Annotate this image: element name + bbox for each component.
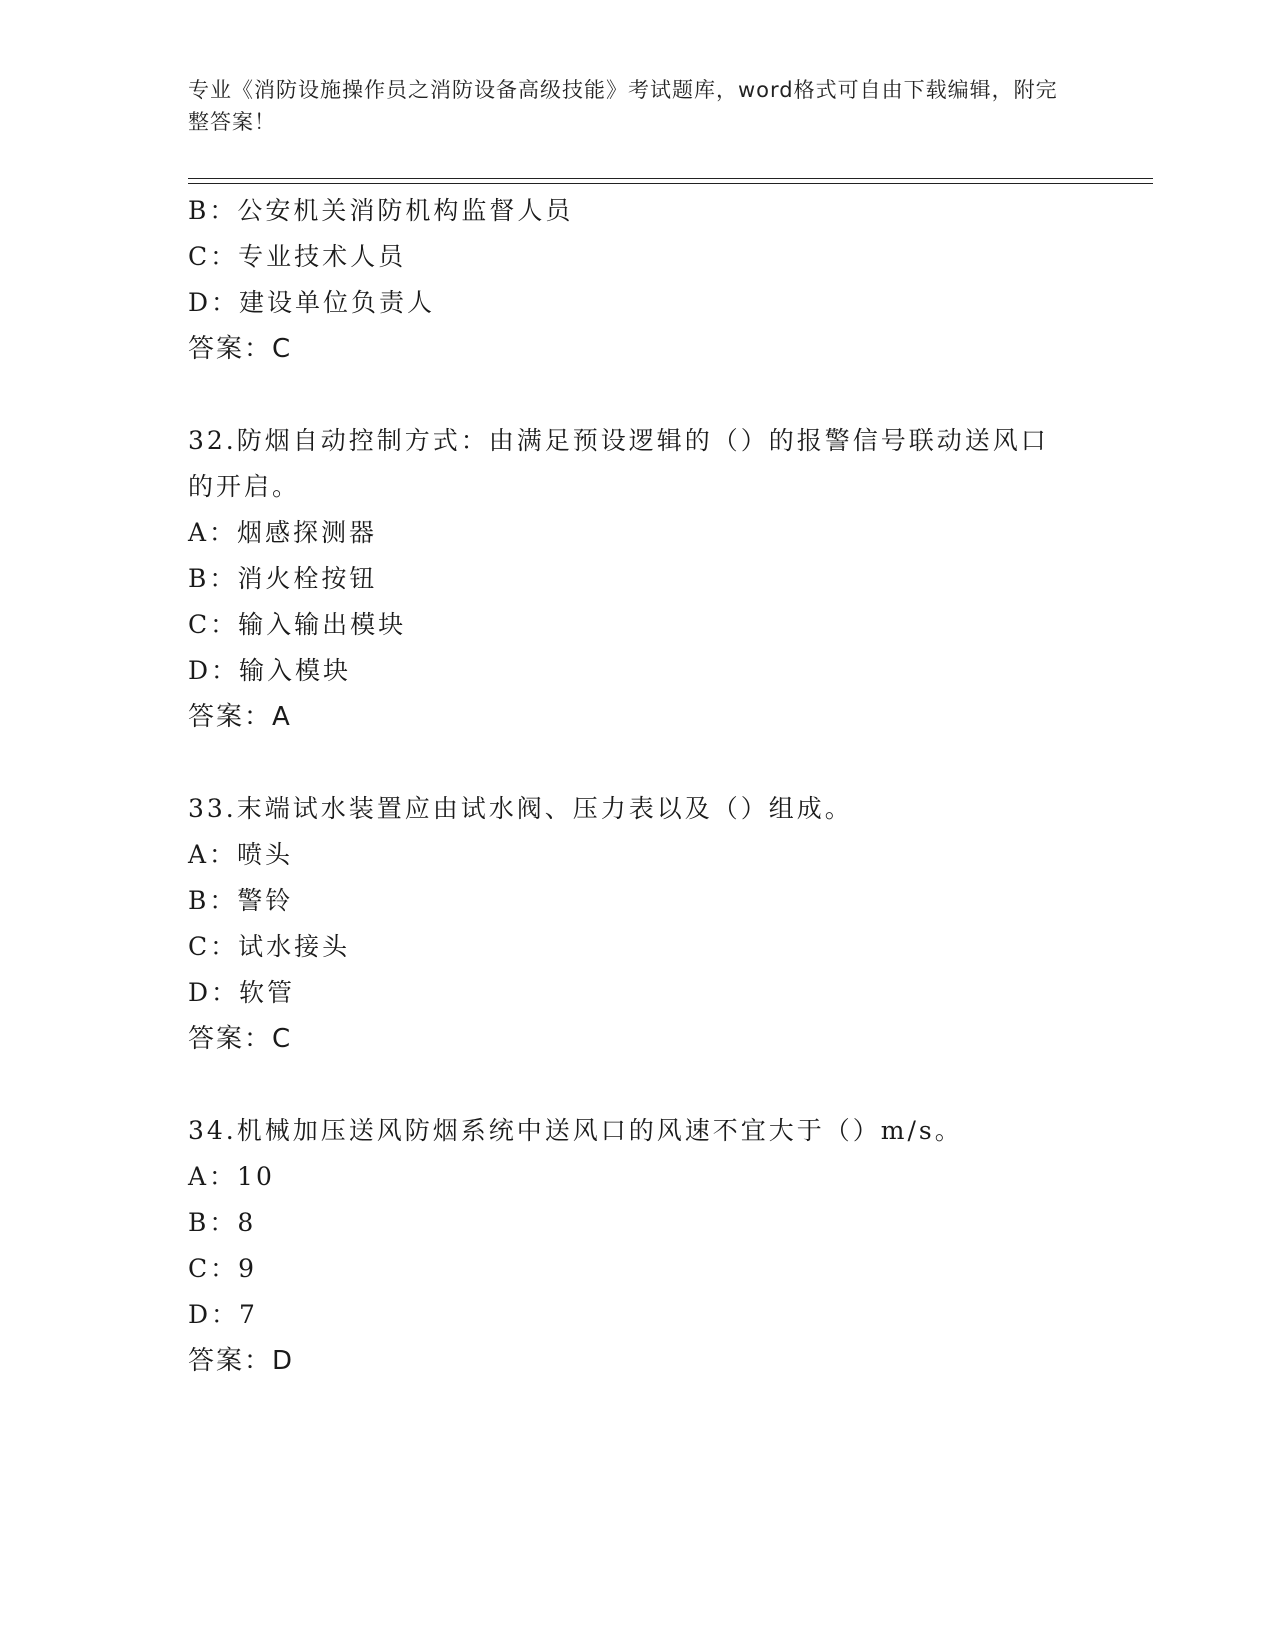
option-a: A：烟感探测器 — [188, 518, 378, 547]
previous-question-continuation — [188, 188, 1088, 372]
option-c: C：输入输出模块 — [188, 610, 407, 639]
option-a: A：10 — [188, 1162, 275, 1191]
question-stem: 32.防烟自动控制方式：由满足预设逻辑的（）的报警信号联动送风口的开启。 — [188, 426, 1049, 501]
option-b: B：8 — [188, 1208, 257, 1237]
answer-line: 答案：A — [188, 702, 292, 732]
question-list — [188, 188, 1088, 1384]
question-stem: 33.末端试水装置应由试水阀、压力表以及（）组成。 — [188, 794, 853, 823]
option-b: B：消火栓按钮 — [188, 564, 378, 593]
option-a: A：喷头 — [188, 840, 294, 869]
option-d: D：输入模块 — [188, 656, 352, 685]
option-b: B：警铃 — [188, 886, 294, 915]
option-d: D：7 — [188, 1300, 258, 1329]
document-header: 专业《消防设施操作员之消防设备高级技能》考试题库，word格式可自由下载编辑，附完整答案！ — [188, 78, 1058, 134]
answer-line: 答案：D — [188, 1346, 295, 1376]
question-32 — [188, 418, 1088, 740]
header-divider-top — [188, 178, 1153, 179]
question-34 — [188, 1108, 1088, 1384]
question-stem: 34.机械加压送风防烟系统中送风口的风速不宜大于（）m/s。 — [188, 1116, 963, 1145]
answer-line: 答案：C — [188, 1024, 293, 1054]
answer-line: 答案：C — [188, 334, 293, 364]
option-c: C：专业技术人员 — [188, 242, 407, 271]
question-33 — [188, 786, 1088, 1062]
option-c: C：9 — [188, 1254, 258, 1283]
option-c: C：试水接头 — [188, 932, 351, 961]
option-d: D：建设单位负责人 — [188, 288, 436, 317]
option-d: D：软管 — [188, 978, 296, 1007]
option-b: B：公安机关消防机构监督人员 — [188, 196, 574, 225]
header-divider-bottom — [188, 183, 1153, 184]
